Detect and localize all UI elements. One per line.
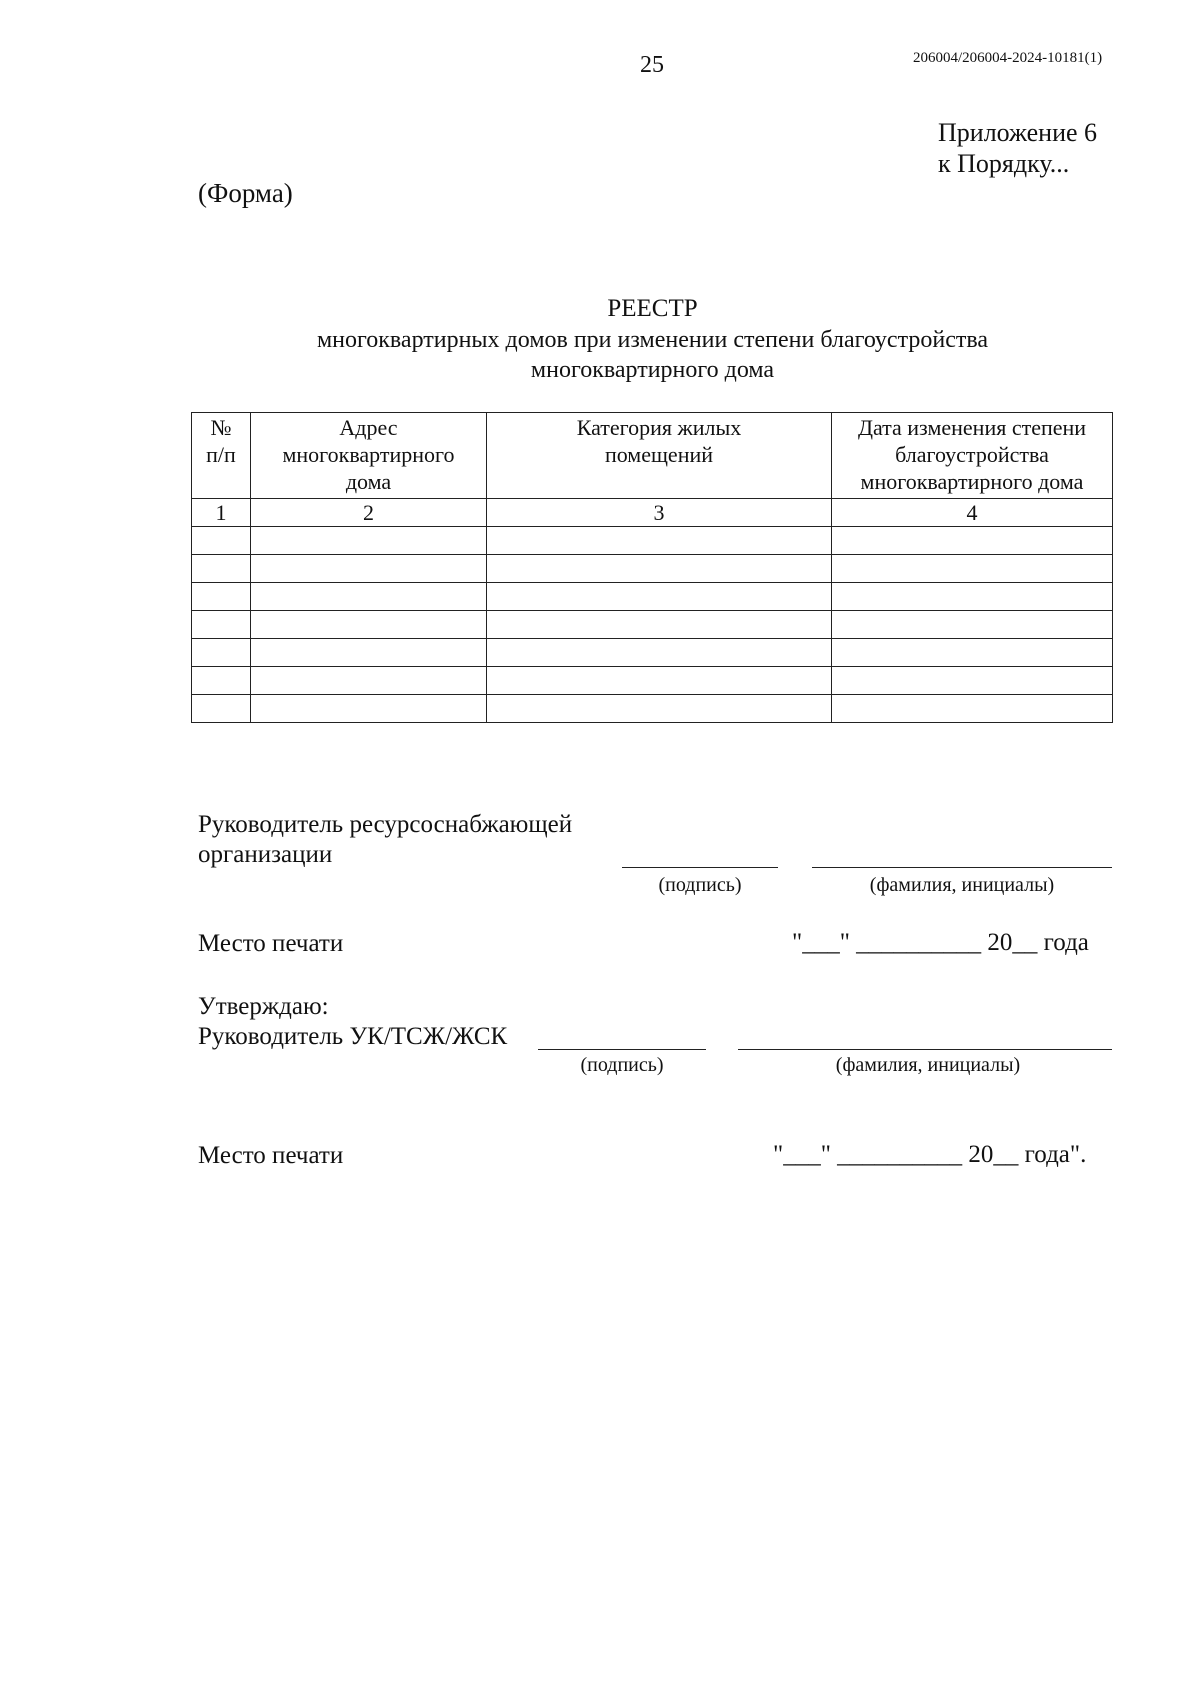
header-cell-category: Категория жилых помещений [487,413,832,499]
document-title: РЕЕСТР [607,295,698,322]
header-cell-address: Адрес многоквартирного дома [251,413,487,499]
empty-cell [487,639,832,667]
empty-cell [832,583,1113,611]
empty-cell [487,667,832,695]
empty-cell [487,611,832,639]
document-subtitle-line-1: многоквартирных домов при изменении степени благоустройства [316,327,989,353]
name-caption-1: (фамилия, инициалы) [869,874,1055,896]
empty-cell [487,527,832,555]
form-label: (Форма) [198,178,293,208]
header-cell-number: № п/п [192,413,251,499]
signature-line-2 [538,1049,706,1050]
date-line-2: "___" __________ 20__ года". [773,1141,1087,1168]
uk-head-label: Руководитель УК/ТСЖ/ЖСК [198,1023,508,1050]
empty-cell [192,639,251,667]
header-cell-date: Дата изменения степени благоустройства многоквартирного дома [832,413,1113,499]
empty-cell [487,583,832,611]
column-number: 2 [251,499,487,527]
name-line-2 [738,1049,1112,1050]
empty-cell [832,611,1113,639]
table-row [192,611,1113,639]
appendix-line-2: к Порядку... [938,149,1070,178]
empty-cell [832,695,1113,723]
name-line-1 [812,867,1112,868]
date-line-1: "___" __________ 20__ года [792,929,1089,956]
column-number: 1 [192,499,251,527]
column-number-row [192,499,1113,527]
empty-cell [192,527,251,555]
empty-cell [487,695,832,723]
empty-cell [192,695,251,723]
empty-cell [251,555,487,583]
empty-cell [192,611,251,639]
registry-table [191,412,1113,723]
table-row [192,555,1113,583]
table-header-row [192,413,1113,499]
name-caption-2: (фамилия, инициалы) [835,1054,1021,1076]
table-row [192,667,1113,695]
appendix-reference [938,117,1097,179]
empty-cell [832,667,1113,695]
empty-cell [251,695,487,723]
table-row [192,527,1113,555]
empty-cell [251,611,487,639]
resource-head-label: Руководитель ресурсоснабжающей организации [198,811,573,868]
empty-cell [251,583,487,611]
appendix-line-1: Приложение 6 [938,118,1098,147]
empty-cell [251,667,487,695]
empty-cell [832,555,1113,583]
table-row [192,583,1113,611]
stamp-label-1: Место печати [198,930,344,957]
empty-cell [251,639,487,667]
empty-cell [832,527,1113,555]
column-number: 3 [487,499,832,527]
signature-caption-2: (подпись) [580,1054,664,1076]
empty-cell [832,639,1113,667]
empty-cell [192,555,251,583]
document-id: 206004/206004-2024-10181(1) [913,50,1103,66]
stamp-label-2: Место печати [198,1142,344,1169]
empty-cell [192,583,251,611]
empty-cell [487,555,832,583]
signature-line-1 [622,867,778,868]
table-row [192,695,1113,723]
signature-caption-1: (подпись) [658,874,742,896]
column-number: 4 [832,499,1113,527]
page-number: 25 [640,52,664,78]
empty-cell [192,667,251,695]
approve-label: Утверждаю: [198,993,329,1020]
empty-cell [251,527,487,555]
document-subtitle-line-2: многоквартирного дома [530,357,775,383]
table-row [192,639,1113,667]
